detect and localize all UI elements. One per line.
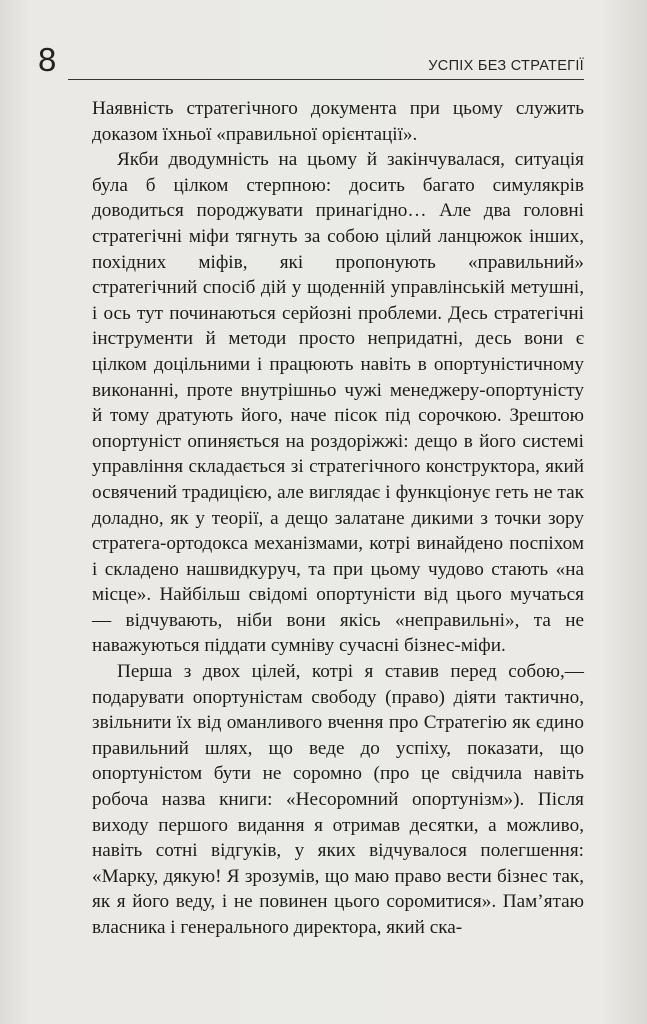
page-header [38, 42, 584, 82]
running-title: УСПІХ БЕЗ СТРАТЕГІЇ [428, 58, 584, 74]
paragraph: Якби дводумність на цьому й закінчувалася, ситуація була б цілком стерпною: досить багато симулякрів доводиться породжувати принагідно… Але два головні стратегічні міфи тягнуть за собою цілий ланцюжок інших, похідних міфів, які пропонують «правильний» стратегічний спосіб дій у щоденній управлінській метушні, і ось тут починаються серйозні проблеми. Десь стратегічні інструменти й методи просто непридатні, десь вони є цілком доцільними і працюють навіть в опортуністичному виконанні, проте внутрішньо чужі менеджеру-опортуністу й тому дратують його, наче пісок під сорочкою. Зрештою опортуніст опиняється на роздоріжжі: дещо в його системі управління складається зі стратегічного конструктора, який освячений традицією, але виглядає і функціонує геть не так доладно, як у теорії, а дещо залатане дикими з точки зору стратега-ортодокса механізмами, котрі винайдено поспіхом і складено нашвидкуруч, та при цьому чудово стають «на місце». Найбільш свідомі опортуністи від цього мучаться — відчувають, ніби вони якісь «неправильні», та не наважуються піддати сумніву сучасні бізнес-міфи. [92, 149, 584, 657]
page-number: 8 [38, 41, 57, 78]
header-rule [68, 79, 584, 80]
paragraph: Наявність стратегічного документа при цьому служить доказом їхньої «правильної орієнтації». [92, 98, 584, 145]
body-text [92, 96, 584, 941]
paragraph: Перша з двох цілей, котрі я ставив перед собою,— подарувати опортуністам свободу (право) діяти тактично, звільнити їх від оманливого вчення про Стратегію як єдино правильний шлях, що веде до успіху, показати, що опортуністом бути не соромно (про це свідчила навіть робоча назва книги: «Несоромний опортунізм»). Після виходу першого видання я отримав десятки, а можливо, навіть сотні відгуків, у яких відчувалося полегшення: «Марку, дякую! Я зрозумів, що маю право вести бізнес так, як я його веду, і не повинен цього соромитися». Пам’ятаю власника і генерального директора, який ска- [92, 661, 584, 938]
